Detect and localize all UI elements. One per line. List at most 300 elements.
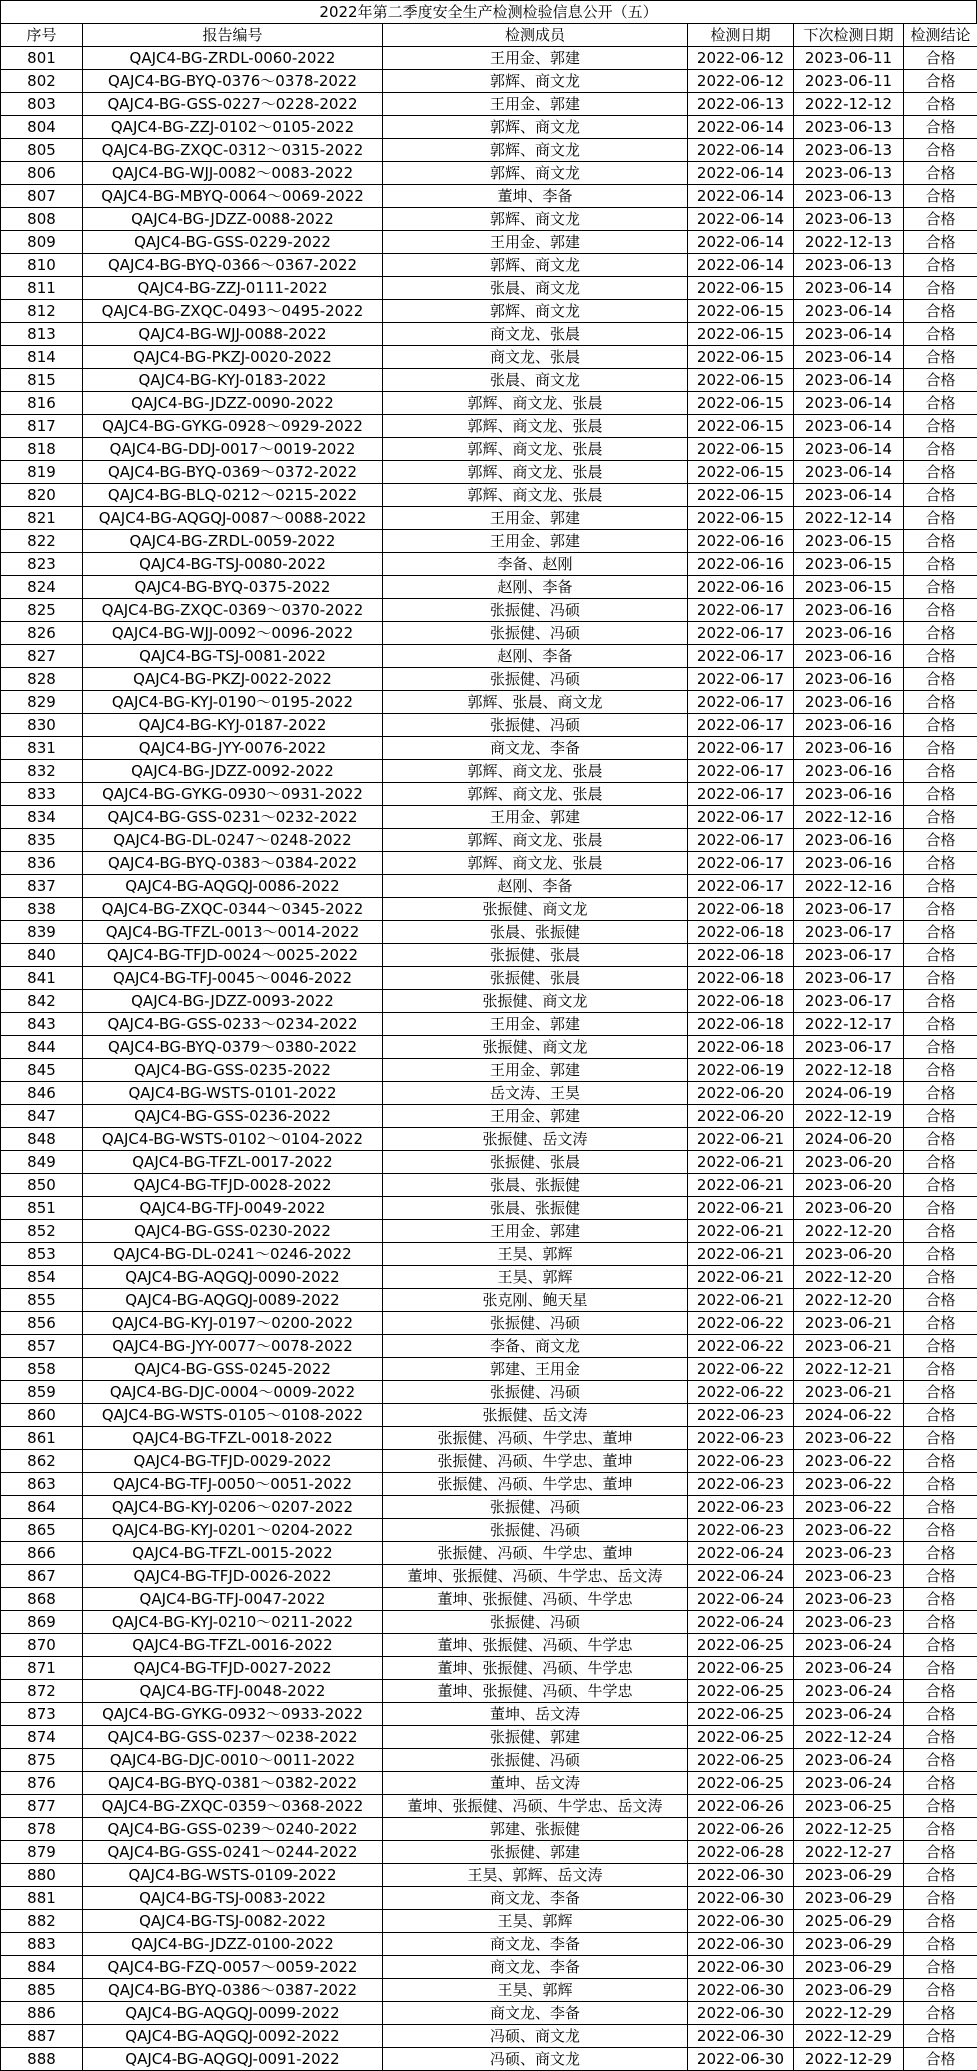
table-row: [1, 507, 977, 530]
table-row: [1, 1036, 977, 1059]
cell-serial: 854: [1, 1266, 83, 1289]
cell-members: 张振健、商文龙: [383, 898, 688, 921]
cell-serial: 885: [1, 1979, 83, 2002]
cell-report-no: QAJC4-BG-TFJD-0027-2022: [83, 1657, 383, 1680]
cell-test-date: 2022-06-21: [688, 1266, 794, 1289]
cell-next-date: 2023-06-14: [794, 461, 904, 484]
cell-serial: 817: [1, 415, 83, 438]
cell-test-date: 2022-06-14: [688, 185, 794, 208]
cell-members: 郭辉、商文龙、张晨: [383, 829, 688, 852]
cell-serial: 859: [1, 1381, 83, 1404]
table-row: [1, 1749, 977, 1772]
cell-members: 张振健、冯硕、牛学忠、董坤: [383, 1450, 688, 1473]
cell-conclusion: 合格: [904, 691, 977, 714]
cell-report-no: QAJC4-BG-DJC-0010～0011-2022: [83, 1749, 383, 1772]
cell-conclusion: 合格: [904, 1956, 977, 1979]
cell-conclusion: 合格: [904, 714, 977, 737]
cell-conclusion: 合格: [904, 254, 977, 277]
cell-test-date: 2022-06-30: [688, 1887, 794, 1910]
cell-serial: 873: [1, 1703, 83, 1726]
cell-conclusion: 合格: [904, 1979, 977, 2002]
cell-serial: 847: [1, 1105, 83, 1128]
cell-test-date: 2022-06-22: [688, 1335, 794, 1358]
cell-conclusion: 合格: [904, 277, 977, 300]
cell-members: 张振健、冯硕、牛学忠、董坤: [383, 1427, 688, 1450]
cell-test-date: 2022-06-24: [688, 1588, 794, 1611]
table-row: [1, 852, 977, 875]
cell-report-no: QAJC4-BG-TFJ-0049-2022: [83, 1197, 383, 1220]
cell-report-no: QAJC4-BG-TFZL-0018-2022: [83, 1427, 383, 1450]
table-row: [1, 1082, 977, 1105]
cell-conclusion: 合格: [904, 783, 977, 806]
cell-members: 董坤、张振健、冯硕、牛学忠: [383, 1657, 688, 1680]
cell-test-date: 2022-06-22: [688, 1381, 794, 1404]
cell-serial: 881: [1, 1887, 83, 1910]
cell-conclusion: 合格: [904, 1473, 977, 1496]
table-row: [1, 875, 977, 898]
cell-next-date: 2023-06-16: [794, 829, 904, 852]
cell-members: 张振健、岳文涛: [383, 1128, 688, 1151]
cell-test-date: 2022-06-25: [688, 1726, 794, 1749]
cell-serial: 875: [1, 1749, 83, 1772]
col-header-test-date: 检测日期: [688, 24, 794, 47]
cell-conclusion: 合格: [904, 438, 977, 461]
cell-serial: 884: [1, 1956, 83, 1979]
table-row: [1, 1588, 977, 1611]
cell-report-no: QAJC4-BG-AQGQJ-0092-2022: [83, 2025, 383, 2048]
cell-report-no: QAJC4-BG-GYKG-0930～0931-2022: [83, 783, 383, 806]
cell-test-date: 2022-06-18: [688, 921, 794, 944]
cell-conclusion: 合格: [904, 944, 977, 967]
cell-members: 董坤、岳文涛: [383, 1772, 688, 1795]
cell-next-date: 2023-06-24: [794, 1634, 904, 1657]
cell-serial: 857: [1, 1335, 83, 1358]
cell-report-no: QAJC4-BG-GSS-0233～0234-2022: [83, 1013, 383, 1036]
cell-serial: 849: [1, 1151, 83, 1174]
cell-test-date: 2022-06-30: [688, 2025, 794, 2048]
cell-report-no: QAJC4-BG-ZXQC-0359～0368-2022: [83, 1795, 383, 1818]
cell-members: 张振健、商文龙: [383, 990, 688, 1013]
cell-members: 商文龙、李备: [383, 1887, 688, 1910]
cell-report-no: QAJC4-BG-JDZZ-0090-2022: [83, 392, 383, 415]
cell-next-date: 2023-06-21: [794, 1381, 904, 1404]
cell-serial: 866: [1, 1542, 83, 1565]
cell-members: 王用金、郭建: [383, 530, 688, 553]
table-row: [1, 599, 977, 622]
cell-members: 张振健、冯硕: [383, 1519, 688, 1542]
cell-report-no: QAJC4-BG-DDJ-0017～0019-2022: [83, 438, 383, 461]
cell-members: 王用金、郭建: [383, 1105, 688, 1128]
cell-conclusion: 合格: [904, 507, 977, 530]
cell-test-date: 2022-06-17: [688, 691, 794, 714]
cell-serial: 809: [1, 231, 83, 254]
cell-next-date: 2022-12-13: [794, 231, 904, 254]
cell-test-date: 2022-06-30: [688, 1910, 794, 1933]
cell-conclusion: 合格: [904, 1128, 977, 1151]
table-row: [1, 1128, 977, 1151]
cell-test-date: 2022-06-14: [688, 254, 794, 277]
cell-serial: 832: [1, 760, 83, 783]
cell-test-date: 2022-06-28: [688, 1841, 794, 1864]
cell-members: 王用金、郭建: [383, 507, 688, 530]
table-row: [1, 1266, 977, 1289]
cell-members: 赵刚、李备: [383, 645, 688, 668]
cell-members: 郭辉、商文龙、张晨: [383, 760, 688, 783]
cell-test-date: 2022-06-30: [688, 1933, 794, 1956]
cell-report-no: QAJC4-BG-ZRDL-0059-2022: [83, 530, 383, 553]
cell-test-date: 2022-06-24: [688, 1565, 794, 1588]
cell-serial: 836: [1, 852, 83, 875]
cell-conclusion: 合格: [904, 1565, 977, 1588]
cell-conclusion: 合格: [904, 70, 977, 93]
cell-next-date: 2023-06-14: [794, 438, 904, 461]
cell-report-no: QAJC4-BG-BYQ-0383～0384-2022: [83, 852, 383, 875]
table-row: [1, 783, 977, 806]
cell-conclusion: 合格: [904, 1335, 977, 1358]
col-header-serial: 序号: [1, 24, 83, 47]
cell-conclusion: 合格: [904, 1588, 977, 1611]
cell-members: 郭辉、商文龙、张晨: [383, 392, 688, 415]
cell-report-no: QAJC4-BG-TFZL-0016-2022: [83, 1634, 383, 1657]
cell-conclusion: 合格: [904, 1910, 977, 1933]
cell-test-date: 2022-06-17: [688, 668, 794, 691]
cell-members: 张晨、张振健: [383, 1197, 688, 1220]
cell-report-no: QAJC4-BG-BLQ-0212～0215-2022: [83, 484, 383, 507]
cell-conclusion: 合格: [904, 1726, 977, 1749]
cell-test-date: 2022-06-21: [688, 1151, 794, 1174]
cell-next-date: 2023-06-17: [794, 898, 904, 921]
cell-next-date: 2023-06-11: [794, 47, 904, 70]
cell-serial: 844: [1, 1036, 83, 1059]
cell-conclusion: 合格: [904, 1611, 977, 1634]
cell-test-date: 2022-06-17: [688, 714, 794, 737]
cell-members: 董坤、张振健、冯硕、牛学忠、岳文涛: [383, 1795, 688, 1818]
header-row: [1, 24, 977, 47]
cell-serial: 825: [1, 599, 83, 622]
cell-members: 张振健、冯硕: [383, 1381, 688, 1404]
cell-conclusion: 合格: [904, 1887, 977, 1910]
cell-report-no: QAJC4-BG-TFJD-0024～0025-2022: [83, 944, 383, 967]
cell-report-no: QAJC4-BG-GSS-0229-2022: [83, 231, 383, 254]
cell-next-date: 2023-06-23: [794, 1542, 904, 1565]
cell-conclusion: 合格: [904, 1358, 977, 1381]
cell-members: 王昊、郭辉: [383, 1243, 688, 1266]
cell-next-date: 2023-06-17: [794, 990, 904, 1013]
cell-test-date: 2022-06-25: [688, 1703, 794, 1726]
cell-serial: 841: [1, 967, 83, 990]
cell-report-no: QAJC4-BG-BYQ-0366～0367-2022: [83, 254, 383, 277]
cell-members: 郭辉、商文龙: [383, 300, 688, 323]
cell-test-date: 2022-06-15: [688, 392, 794, 415]
table-row: [1, 737, 977, 760]
table-row: [1, 1243, 977, 1266]
cell-next-date: 2023-06-16: [794, 783, 904, 806]
cell-next-date: 2022-12-27: [794, 1841, 904, 1864]
cell-report-no: QAJC4-BG-PKZJ-0022-2022: [83, 668, 383, 691]
table-row: [1, 645, 977, 668]
cell-test-date: 2022-06-17: [688, 875, 794, 898]
cell-next-date: 2022-12-12: [794, 93, 904, 116]
cell-next-date: 2023-06-25: [794, 1795, 904, 1818]
cell-members: 董坤、张振健、冯硕、牛学忠: [383, 1680, 688, 1703]
table-row: [1, 1703, 977, 1726]
cell-members: 商文龙、李备: [383, 1956, 688, 1979]
table-row: [1, 1220, 977, 1243]
cell-test-date: 2022-06-17: [688, 599, 794, 622]
table-row: [1, 1473, 977, 1496]
table-row: [1, 530, 977, 553]
cell-members: 张振健、郭建: [383, 1841, 688, 1864]
cell-conclusion: 合格: [904, 1036, 977, 1059]
cell-serial: 828: [1, 668, 83, 691]
cell-conclusion: 合格: [904, 576, 977, 599]
cell-conclusion: 合格: [904, 829, 977, 852]
cell-conclusion: 合格: [904, 2048, 977, 2071]
cell-report-no: QAJC4-BG-GSS-0236-2022: [83, 1105, 383, 1128]
cell-test-date: 2022-06-30: [688, 1864, 794, 1887]
cell-members: 张振健、冯硕: [383, 1611, 688, 1634]
cell-members: 冯硕、商文龙: [383, 2048, 688, 2071]
cell-serial: 811: [1, 277, 83, 300]
cell-next-date: 2024-06-22: [794, 1404, 904, 1427]
cell-test-date: 2022-06-21: [688, 1197, 794, 1220]
cell-report-no: QAJC4-BG-KYJ-0183-2022: [83, 369, 383, 392]
cell-serial: 807: [1, 185, 83, 208]
cell-report-no: QAJC4-BG-JYY-0076-2022: [83, 737, 383, 760]
cell-next-date: 2023-06-13: [794, 208, 904, 231]
cell-conclusion: 合格: [904, 921, 977, 944]
page-title: 2022年第二季度安全生产检测检验信息公开（五）: [0, 0, 977, 23]
table-row: [1, 898, 977, 921]
cell-conclusion: 合格: [904, 1059, 977, 1082]
cell-report-no: QAJC4-BG-BYQ-0381～0382-2022: [83, 1772, 383, 1795]
cell-members: 张振健、冯硕: [383, 1312, 688, 1335]
cell-serial: 870: [1, 1634, 83, 1657]
cell-test-date: 2022-06-24: [688, 1542, 794, 1565]
cell-conclusion: 合格: [904, 300, 977, 323]
cell-next-date: 2023-06-24: [794, 1703, 904, 1726]
cell-serial: 819: [1, 461, 83, 484]
table-row: [1, 714, 977, 737]
cell-test-date: 2022-06-15: [688, 277, 794, 300]
cell-serial: 878: [1, 1818, 83, 1841]
cell-test-date: 2022-06-14: [688, 208, 794, 231]
table-row: [1, 185, 977, 208]
cell-serial: 845: [1, 1059, 83, 1082]
cell-members: 张晨、商文龙: [383, 277, 688, 300]
cell-next-date: 2023-06-29: [794, 1979, 904, 2002]
cell-serial: 821: [1, 507, 83, 530]
cell-conclusion: 合格: [904, 1082, 977, 1105]
table-row: [1, 1887, 977, 1910]
col-header-next-date: 下次检测日期: [794, 24, 904, 47]
table-row: [1, 1634, 977, 1657]
cell-next-date: 2023-06-11: [794, 70, 904, 93]
cell-test-date: 2022-06-15: [688, 438, 794, 461]
cell-next-date: 2025-06-29: [794, 1910, 904, 1933]
cell-serial: 853: [1, 1243, 83, 1266]
table-row: [1, 1404, 977, 1427]
cell-conclusion: 合格: [904, 1151, 977, 1174]
cell-conclusion: 合格: [904, 139, 977, 162]
cell-next-date: 2023-06-20: [794, 1174, 904, 1197]
cell-conclusion: 合格: [904, 1749, 977, 1772]
cell-report-no: QAJC4-BG-JDZZ-0088-2022: [83, 208, 383, 231]
table-row: [1, 116, 977, 139]
cell-serial: 872: [1, 1680, 83, 1703]
table-row: [1, 70, 977, 93]
cell-members: 郭辉、商文龙、张晨: [383, 415, 688, 438]
cell-conclusion: 合格: [904, 898, 977, 921]
cell-conclusion: 合格: [904, 1266, 977, 1289]
cell-report-no: QAJC4-BG-TFZL-0013～0014-2022: [83, 921, 383, 944]
cell-next-date: 2023-06-16: [794, 645, 904, 668]
cell-conclusion: 合格: [904, 599, 977, 622]
cell-serial: 883: [1, 1933, 83, 1956]
table-row: [1, 1841, 977, 1864]
cell-serial: 820: [1, 484, 83, 507]
cell-report-no: QAJC4-BG-TFJD-0029-2022: [83, 1450, 383, 1473]
cell-report-no: QAJC4-BG-BYQ-0379～0380-2022: [83, 1036, 383, 1059]
cell-serial: 886: [1, 2002, 83, 2025]
cell-report-no: QAJC4-BG-DJC-0004～0009-2022: [83, 1381, 383, 1404]
cell-next-date: 2023-06-22: [794, 1473, 904, 1496]
cell-members: 张振健、冯硕、牛学忠、董坤: [383, 1473, 688, 1496]
cell-conclusion: 合格: [904, 1657, 977, 1680]
cell-test-date: 2022-06-23: [688, 1496, 794, 1519]
cell-serial: 879: [1, 1841, 83, 1864]
cell-report-no: QAJC4-BG-ZXQC-0493～0495-2022: [83, 300, 383, 323]
cell-serial: 864: [1, 1496, 83, 1519]
cell-report-no: QAJC4-BG-ZRDL-0060-2022: [83, 47, 383, 70]
cell-next-date: 2023-06-16: [794, 599, 904, 622]
cell-members: 商文龙、李备: [383, 1933, 688, 1956]
cell-next-date: 2023-06-14: [794, 484, 904, 507]
cell-serial: 816: [1, 392, 83, 415]
cell-serial: 826: [1, 622, 83, 645]
cell-conclusion: 合格: [904, 852, 977, 875]
cell-members: 张振健、张晨: [383, 944, 688, 967]
cell-members: 郭辉、商文龙、张晨: [383, 852, 688, 875]
cell-conclusion: 合格: [904, 1634, 977, 1657]
cell-serial: 812: [1, 300, 83, 323]
table-row: [1, 2002, 977, 2025]
cell-conclusion: 合格: [904, 1841, 977, 1864]
cell-test-date: 2022-06-15: [688, 300, 794, 323]
cell-report-no: QAJC4-BG-TFJ-0050～0051-2022: [83, 1473, 383, 1496]
cell-test-date: 2022-06-21: [688, 1243, 794, 1266]
cell-report-no: QAJC4-BG-TSJ-0080-2022: [83, 553, 383, 576]
cell-members: 张振健、冯硕: [383, 714, 688, 737]
cell-serial: 846: [1, 1082, 83, 1105]
table-row: [1, 139, 977, 162]
col-header-members: 检测成员: [383, 24, 688, 47]
table-row: [1, 1979, 977, 2002]
cell-next-date: 2022-12-17: [794, 1013, 904, 1036]
cell-next-date: 2022-12-25: [794, 1818, 904, 1841]
cell-next-date: 2022-12-19: [794, 1105, 904, 1128]
cell-report-no: QAJC4-BG-AQGQJ-0087～0088-2022: [83, 507, 383, 530]
cell-conclusion: 合格: [904, 346, 977, 369]
cell-next-date: 2023-06-20: [794, 1243, 904, 1266]
cell-next-date: 2023-06-17: [794, 967, 904, 990]
cell-conclusion: 合格: [904, 553, 977, 576]
table-row: [1, 691, 977, 714]
table-row: [1, 1542, 977, 1565]
cell-report-no: QAJC4-BG-KYJ-0201～0204-2022: [83, 1519, 383, 1542]
cell-serial: 806: [1, 162, 83, 185]
cell-report-no: QAJC4-BG-TFJD-0026-2022: [83, 1565, 383, 1588]
cell-test-date: 2022-06-24: [688, 1611, 794, 1634]
cell-next-date: 2023-06-29: [794, 1933, 904, 1956]
table-row: [1, 254, 977, 277]
cell-next-date: 2022-12-14: [794, 507, 904, 530]
table-row: [1, 208, 977, 231]
cell-next-date: 2023-06-16: [794, 691, 904, 714]
cell-report-no: QAJC4-BG-BYQ-0375-2022: [83, 576, 383, 599]
cell-report-no: QAJC4-BG-TFJ-0047-2022: [83, 1588, 383, 1611]
cell-serial: 804: [1, 116, 83, 139]
cell-next-date: 2023-06-16: [794, 714, 904, 737]
table-row: [1, 1059, 977, 1082]
table-row: [1, 1335, 977, 1358]
cell-next-date: 2023-06-14: [794, 415, 904, 438]
table-row: [1, 300, 977, 323]
cell-serial: 863: [1, 1473, 83, 1496]
cell-members: 赵刚、李备: [383, 875, 688, 898]
cell-serial: 805: [1, 139, 83, 162]
cell-members: 郭辉、商文龙、张晨: [383, 438, 688, 461]
cell-test-date: 2022-06-15: [688, 369, 794, 392]
table-row: [1, 760, 977, 783]
cell-test-date: 2022-06-23: [688, 1427, 794, 1450]
cell-conclusion: 合格: [904, 1013, 977, 1036]
cell-report-no: QAJC4-BG-GYKG-0928～0929-2022: [83, 415, 383, 438]
cell-next-date: 2023-06-16: [794, 668, 904, 691]
table-row: [1, 1680, 977, 1703]
cell-next-date: 2023-06-13: [794, 185, 904, 208]
cell-report-no: QAJC4-BG-DL-0247～0248-2022: [83, 829, 383, 852]
cell-members: 张振健、冯硕: [383, 668, 688, 691]
cell-report-no: QAJC4-BG-FZQ-0057～0059-2022: [83, 1956, 383, 1979]
cell-next-date: 2023-06-23: [794, 1588, 904, 1611]
cell-next-date: 2023-06-24: [794, 1772, 904, 1795]
cell-members: 张振健、张晨: [383, 967, 688, 990]
table-row: [1, 806, 977, 829]
cell-report-no: QAJC4-BG-TSJ-0082-2022: [83, 1910, 383, 1933]
cell-next-date: 2023-06-14: [794, 323, 904, 346]
cell-members: 郭辉、商文龙: [383, 116, 688, 139]
cell-serial: 865: [1, 1519, 83, 1542]
cell-members: 王昊、郭辉: [383, 1266, 688, 1289]
cell-serial: 851: [1, 1197, 83, 1220]
cell-next-date: 2023-06-16: [794, 760, 904, 783]
cell-serial: 868: [1, 1588, 83, 1611]
table-row: [1, 415, 977, 438]
cell-test-date: 2022-06-17: [688, 852, 794, 875]
cell-conclusion: 合格: [904, 1933, 977, 1956]
cell-conclusion: 合格: [904, 162, 977, 185]
cell-report-no: QAJC4-BG-GSS-0235-2022: [83, 1059, 383, 1082]
cell-test-date: 2022-06-15: [688, 323, 794, 346]
cell-next-date: 2023-06-13: [794, 162, 904, 185]
cell-report-no: QAJC4-BG-ZZJ-0111-2022: [83, 277, 383, 300]
cell-next-date: 2023-06-17: [794, 944, 904, 967]
cell-serial: 824: [1, 576, 83, 599]
cell-next-date: 2023-06-22: [794, 1496, 904, 1519]
cell-test-date: 2022-06-23: [688, 1519, 794, 1542]
cell-test-date: 2022-06-23: [688, 1473, 794, 1496]
